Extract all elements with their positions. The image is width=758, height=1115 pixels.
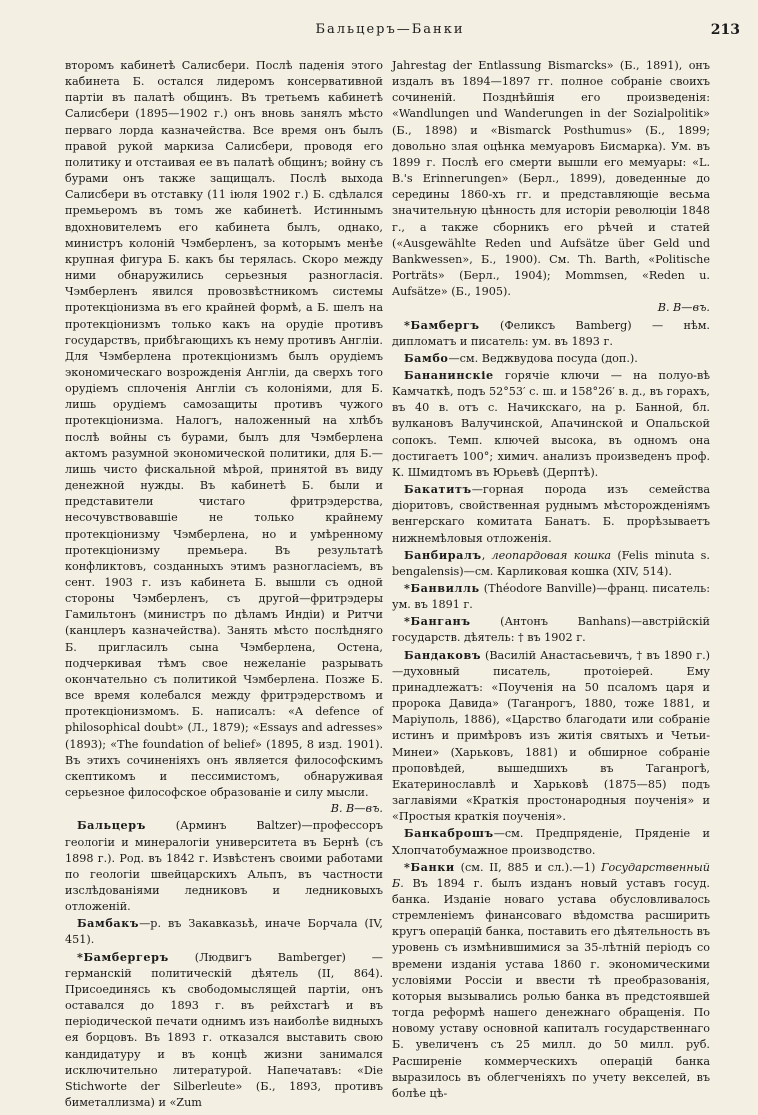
article-text: (Феликсъ Bamberg) — нѣм. дипломатъ и писатель: ум. въ 1893 г. [392, 318, 710, 348]
italic-term: леопардовая кошка [491, 548, 612, 562]
page-header [40, 22, 740, 46]
article-headword: Бальцеръ [77, 818, 146, 833]
article-text: (Василій Анастасьевичъ, † въ 1890 г.)—духовный писатель, протоіерей. Ему принадлежатъ: «Поученія на 50 псаломъ царя и пророка Давида» (Таганрогъ, 1880, тоже 1881, и Маріуполь, 1886), «Царство благодати или собраніе истинъ и примѣровъ изъ житія святыхъ и Четьи-Минеи» (Харьковъ, 1881) и обширное собраніе проповѣдей, вышедшихъ въ Таганрогѣ, Екатеринославлѣ и Харьковѣ (1875—85) подъ заглавіями «Краткія простонародныя поученія» и «Простыя краткія поученія». [392, 648, 710, 824]
article-text: —горная порода изъ семейства діоритовъ, свойственная руднымъ мѣсторожденіямъ венгерскаго комитата Банатъ. Б. прорѣзываетъ нижнемѣловыя отложенія. [392, 483, 710, 545]
page-number: 213 [710, 22, 740, 38]
italic-term: Государственный Б. [392, 860, 710, 890]
article-text: Въ 1894 г. былъ изданъ новый уставъ госуд. банка. Изданіе новаго устава обусловливалось стремленіемъ финансоваго вѣдомства расширить кругъ операцій банка, поставить его дѣятельность въ уровень съ измѣнившимися за 35-лѣтній періодъ со времени изданія устава 1860 г. экономическими условіями Россіи и ввести тѣ преобразованія, которыя вызывались ролью банка въ предстоявшей тогда реформѣ нашего денежнаго обращенія. По новому уставу основной капиталъ государственнаго Б. увеличенъ съ 25 милл. до 50 милл. руб. Расширеніе коммерческихъ операцій банка выразилось въ облегченіяхъ по учету векселей, въ болѣе цѣ- [392, 876, 710, 1100]
article-headword: Банкаброшъ [404, 826, 494, 841]
article-headword: Бандаковъ [404, 647, 481, 662]
article-text: горячіе ключи — на полуо-вѣ Камчаткѣ, подъ 52°53′ с. ш. и 158°26′ в. д., въ горахъ, въ 40 в. отъ с. Начикскаго, на р. Банной, бл. вулкановъ Валучинской, Апачинской и Опальской сопокъ. Темп. ключей высока, въ одномъ она достигаетъ 100°; химич. анализъ произведенъ проф. К. Шмидтомъ въ Юрьевѣ (Дерптѣ). [392, 368, 710, 479]
article-text: —р. въ Закавказьѣ, иначе Борчала (IV, 451). [65, 917, 383, 947]
right-column [392, 58, 710, 1102]
left-column [65, 58, 383, 1111]
article-text: (см. II, 885 и сл.).—1) [454, 860, 602, 874]
article-entry [392, 613, 710, 646]
article-entry: Банбиралъ, леопардовая кошка (Felis minuta s. bengalensis)—см. Карликовая кошка (XIV, 514). [392, 547, 710, 578]
article-entry [392, 317, 710, 350]
article-entry [65, 915, 383, 948]
article-headword: Бананинскіе [404, 367, 494, 382]
article-headword: *Банганъ [404, 614, 471, 629]
article-headword: *Банвилль [404, 581, 480, 595]
article-entry [65, 817, 383, 915]
article-headword: Бамбо [404, 350, 449, 365]
article-headword: Бамбакъ [77, 916, 140, 931]
running-title: Бальцеръ—Банки [315, 22, 465, 37]
article-headword: Банбиралъ [404, 547, 482, 562]
article-entry [65, 949, 383, 1112]
article-text: (Антонъ Banhans)—австрійскій государств. дѣятель: † въ 1902 г. [392, 615, 710, 645]
article-entry [392, 825, 710, 858]
article-text: —см. Веджвудова посуда (доп.). [448, 351, 638, 365]
article-text: (Людвигъ Bamberger) — германскій политическій дѣятель (II, 864). Присоединясь къ свободомыслящей партіи, онъ оставался до 1893 г. въ рейхстагѣ и въ періодической печати однимъ изъ наиболѣе видныхъ ея борцовъ. Въ 1893 г. отказался выставить свою кандидатуру и въ концѣ жизни занимался исключительно литературой. Напечатавъ: «Die Stichworte der Silberleute» (Б., 1893, противъ биметаллизма) и «Zum [65, 950, 383, 1109]
article-entry [392, 580, 710, 613]
article-headword: *Бамбергъ [404, 317, 480, 332]
article-headword: Бакатитъ [404, 482, 472, 497]
article-headword: *Банки [404, 859, 455, 874]
article-entry [392, 481, 710, 547]
article-entry [392, 350, 710, 367]
article-entry [392, 647, 710, 826]
author-signature: В. В—въ. [330, 802, 383, 816]
article-text: —см. Предпряденіе, Пряденіе и Хлопчатобумажное производство. [392, 827, 710, 857]
article-text: (Felis minuta s. bengalensis)—см. Карликовая кошка (XIV, 514). [392, 548, 710, 578]
article-text: Jahrestag der Entlassung Bismarcks» (Б., 1891), онъ издалъ въ 1894—1897 гг. полное собраніе своихъ сочиненій. Позднѣйшія его произведенія: «Wandlungen und Wanderungen in der Sozialpolitik» (Б., 1898) и «Bismarck Posthumus» (Б., 1899; довольно злая оцѣнка мемуаровъ Бисмарка). Ум. въ 1899 г. Послѣ его смерти вышли его мемуары: «L. B.'s Erinnerungen» (Берл., 1899), доведенные до середины 1860-хъ гг. и представляющіе весьма значительную цѣнность для исторіи революціи 1848 г., а также сборникъ его рѣчей и статей («Ausgewählte Reden und Aufsätze über Geld und Bankwessen», Б., 1900). См. Th. Barth, «Politische Porträts» (Берл., 1904); Mommsen, «Reden u. Aufsätze» (Б., 1905). [392, 59, 710, 299]
article-headword: *Бамбергеръ [77, 949, 169, 964]
article-entry [392, 859, 710, 1102]
author-signature: В. В—въ. [657, 301, 710, 315]
article-continuation [65, 58, 383, 801]
article-text: (Арминъ Baltzer)—профессоръ геологіи и минералогіи университета въ Бернѣ (съ 1898 г.). Род. въ 1842 г. Извѣстенъ своими работами по геологіи швейцарскихъ Альпъ, въ частности изслѣдованіями ледниковъ и ледниковыхъ отложеній. [65, 819, 383, 914]
article-text: второмъ кабинетѣ Салисбери. Послѣ паденія этого кабинета Б. остался лидеромъ консервативной партіи въ палатѣ общинъ. Въ третьемъ кабинетѣ Салисбери (1895—1902 г.) онъ вновь занялъ мѣсто перваго лорда казначейства. Все время онъ былъ правой рукой маркиза Салисбери, проводя его политику и отстаивая ее въ палатѣ общинъ; войну съ бурами онъ также защищалъ. Послѣ выхода Салисбери въ отставку (11 іюля 1902 г.) Б. сдѣлался премьеромъ въ томъ же кабинетѣ. Истиннымъ вдохновителемъ его кабинета былъ, однако, министръ колоній Чэмберленъ, за которымъ менѣе крупная фигура Б. какъ бы терялась. Скоро между ними обнаружились серьезныя разногласія. Чэмберленъ явился провозвѣстникомъ системы протекціонизма въ его крайней формѣ, а Б. шелъ на протекціонизмъ только какъ на орудіе противъ государствъ, прибѣгающихъ къ нему противъ Англіи. Для Чэмберлена протекціонизмъ былъ орудіемъ экономическаго возрожденія Англіи, да сверхъ того орудіемъ сплоченія Англіи съ колоніями, для Б. лишь орудіемъ самозащиты противъ чужого протекціонизма. Налогъ, наложенный на хлѣбъ послѣ войны съ бурами, былъ для Чэмберлена актомъ разумной экономической политики, для Б.—лишь чисто фискальной мѣрой, принятой въ виду денежной нужды. Въ кабинетѣ Б. были и представители чистаго фритрэдерства, несочувствовавшіе не только крайнему протекціонизму Чэмберлена, но и умѣренному протекціонизму премьера. Въ результатѣ конфликтовъ, созданныхъ этимъ разногласіемъ, въ сент. 1903 г. изъ кабинета Б. вышли съ одной стороны Чэмберленъ, съ другой—фритрэдеры Гамильтонъ (министръ по дѣламъ Индіи) и Ритчи (канцлеръ казначейства). Занять мѣсто послѣдняго Б. пригласилъ сына Чэмберлена, Остена, подчеркивая тѣмъ свое нежеланіе разрывать окончательно съ политикой Чэмберлена. Позже Б. все время колебался между фритрэдерствомъ и протекціонизмомъ. Б. написалъ: «A defence of philosophical doubt» (Л., 1879); «Essays and adresses» (1893); «The foundation of belief» (1895, 8 изд. 1901). Въ этихъ сочиненіяхъ онъ является философскимъ скептикомъ и пессимистомъ, обнаруживая серьезное философское образованіе и силу мысли. [65, 59, 383, 800]
article-entry [392, 367, 710, 481]
article-continuation [392, 58, 710, 300]
article-text: (Théodore Banville)—франц. писатель: ум. въ 1891 г. [392, 582, 710, 612]
